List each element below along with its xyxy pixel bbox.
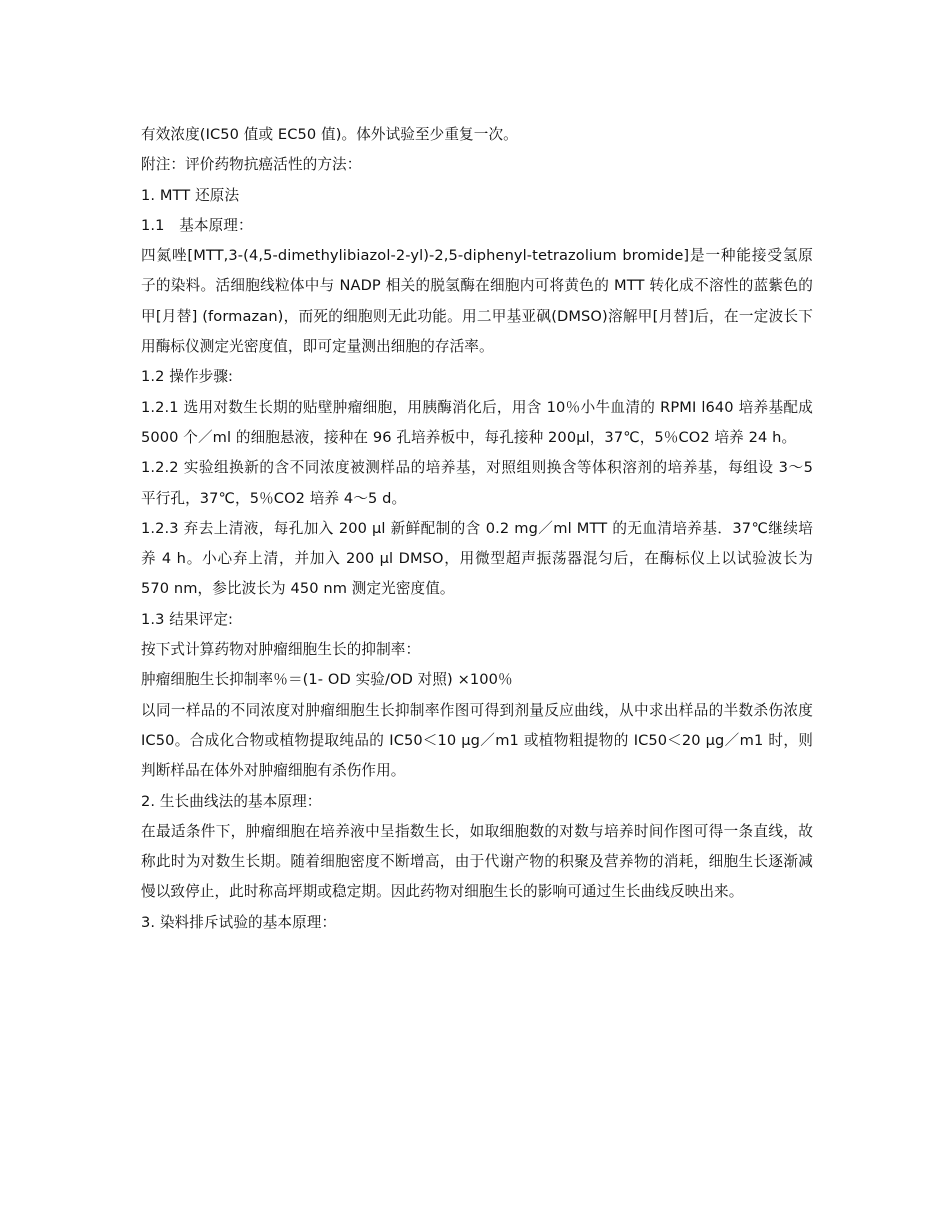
formula-inhibition-rate: 肿瘤细胞生长抑制率％＝(1- OD 实验/OD 对照) ×100％ (141, 671, 513, 689)
heading-growth-curve: 2. 生长曲线法的基本原理： (141, 792, 322, 810)
heading-mtt-method: 1. MTT 还原法 (141, 186, 240, 204)
heading-dye-exclusion: 3. 染料排斥试验的基本原理： (141, 913, 337, 931)
document-page (141, 120, 813, 938)
paragraph-growth-curve-principle: 在最适条件下，肿瘤细胞在培养液中呈指数生长，如取细胞数的对数与培养时间作图可得一条直线，故称此时为对数生长期。随着细胞密度不断增高，由于代谢产物的积聚及营养物的消耗，细胞生长逐渐减慢以致停止，此时称高坪期或稳定期。因此药物对细胞生长的影响可通过生长曲线反映出来。 (141, 822, 813, 901)
paragraph-inhibition-intro: 按下式计算药物对肿瘤细胞生长的抑制率： (141, 641, 421, 659)
heading-basic-principle: 1.1 基本原理： (141, 216, 253, 234)
paragraph-step-1-2-3: 1.2.3 弃去上清液，每孔加入 200 μl 新鲜配制的含 0.2 mg／ml MTT 的无血清培养基．37℃继续培养 4 h。小心弃上清，并加入 200 μl DMSO，用微型超声振荡器混匀后，在酶标仪上以试验波长为 570 nm，参比波长为 450 nm 测定光密度值。 (141, 519, 813, 598)
paragraph-step-1-2-2: 1.2.2 实验组换新的含不同浓度被测样品的培养基，对照组则换含等体积溶剂的培养基，每组设 3～5 平行孔，37℃，5％CO2 培养 4～5 d。 (141, 459, 813, 507)
paragraph-appendix-note: 附注：评价药物抗癌活性的方法： (141, 156, 362, 174)
paragraph-mtt-principle: 四氮唑[MTT,3-(4,5-dimethylibiazol-2-yl)-2,5-diphenyl-tetrazolium bromide]是一种能接受氢原子的染料。活细胞线粒体中与 NADP 相关的脱氢酶在细胞内可将黄色的 MTT 转化成不溶性的蓝紫色的甲[月替] (formazan)，而死的细胞则无此功能。用二甲基亚砜(DMSO)溶解甲[月替]后，在一定波长下用酶标仪测定光密度值，即可定量测出细胞的存活率。 (141, 247, 813, 356)
paragraph-effective-concentration: 有效浓度(IC50 值或 EC50 值)。体外试验至少重复一次。 (141, 126, 518, 143)
paragraph-ic50-evaluation: 以同一样品的不同浓度对肿瘤细胞生长抑制率作图可得到剂量反应曲线，从中求出样品的半数杀伤浓度 IC50。合成化合物或植物提取纯品的 IC50＜10 μg／m1 或植物粗提物的 IC50＜20 μg／m1 时，则判断样品在体外对肿瘤细胞有杀伤作用。 (141, 701, 813, 780)
heading-procedure: 1.2 操作步骤: (141, 368, 234, 386)
paragraph-step-1-2-1: 1.2.1 选用对数生长期的贴壁肿瘤细胞，用胰酶消化后，用含 10％小牛血清的 RPMI l640 培养基配成 5000 个／ml 的细胞悬液，接种在 96 孔培养板中，每孔接种 200μl，37℃，5％CO2 培养 24 h。 (141, 398, 813, 446)
heading-result-evaluation: 1.3 结果评定: (141, 610, 234, 628)
